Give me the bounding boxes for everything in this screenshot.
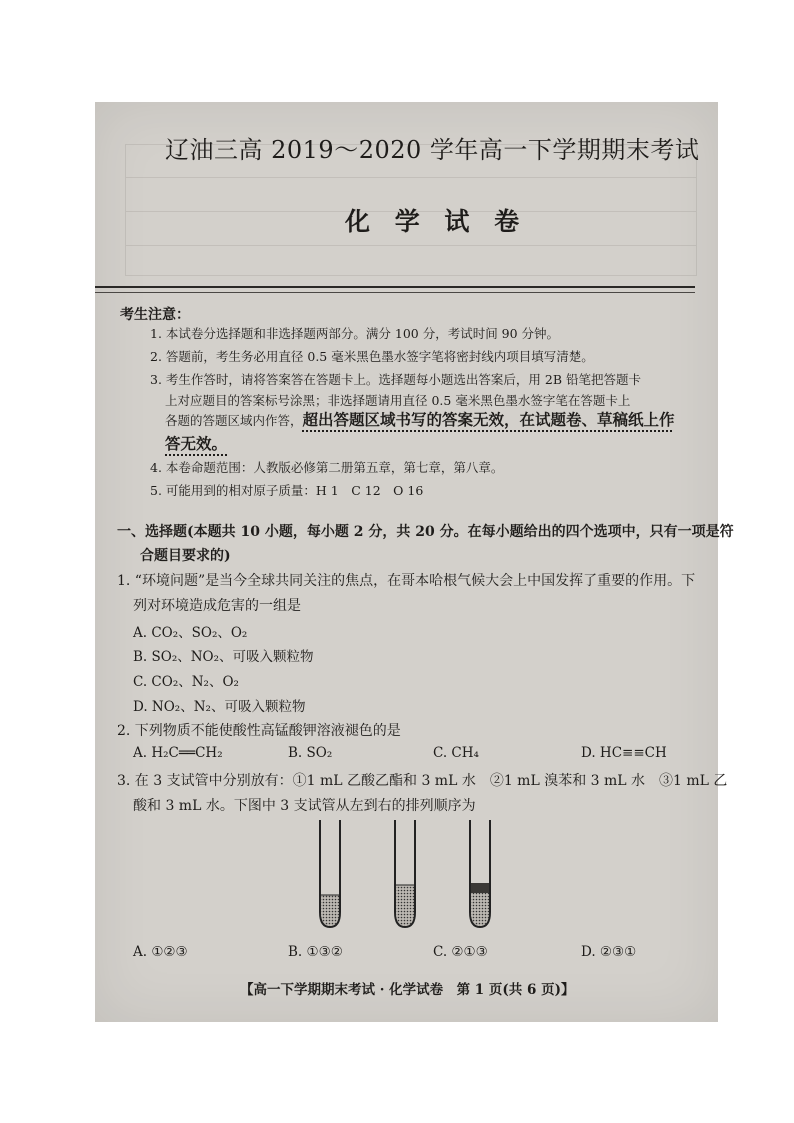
notice-item: 2. 答题前，考生务必用直径 0.5 毫米黑色墨水签字笔将密封线内项目填写清楚。 [150,349,594,364]
notice-item: 5. 可能用到的相对原子质量：H 1 C 12 O 16 [150,483,424,498]
q3-option-b: B. ①③② [288,944,343,960]
notice-emphasis-end: 答无效。 [165,434,228,453]
question-1-stem-cont: 列对环境造成危害的一组是 [133,598,301,614]
header-rule [95,286,695,288]
question-3-stem-cont: 酸和 3 mL 水。下图中 3 支试管从左到右的排列顺序为 [133,798,476,814]
page-footer: 【高一下学期期末考试 · 化学试卷 第 1 页(共 6 页)】 [240,982,575,998]
notice-heading: 考生注意： [120,307,190,323]
header-rule-thin [95,292,695,293]
q3-option-d: D. ②③① [581,944,637,960]
q1-option-d: D. NO₂、N₂、可吸入颗粒物 [133,699,306,715]
q2-option-d: D. HC≡≡CH [581,745,667,761]
question-3-stem: 3. 在 3 支试管中分别放有：①1 mL 乙酸乙酯和 3 mL 水 ②1 mL 溴苯和 3 mL 水 ③1 mL 乙 [117,773,728,789]
question-1-stem: 1. “环境问题”是当今全球共同关注的焦点，在哥本哈根气候大会上中国发挥了重要的作用。下 [117,573,696,589]
q1-option-b: B. SO₂、NO₂、可吸入颗粒物 [133,649,314,665]
q3-option-a: A. ①②③ [133,944,188,960]
test-tube-1 [320,820,340,927]
q2-option-b: B. SO₂ [288,745,333,761]
notice-item-line [165,408,675,430]
section-heading: 一、选择题(本题共 10 小题，每小题 2 分，共 20 分。在每小题给出的四个选项中，只有一项是符 [117,524,734,540]
exam-subtitle: 化 学 试 卷 [345,207,528,236]
test-tube-3 [470,820,490,927]
q1-option-c: C. CO₂、N₂、O₂ [133,674,239,690]
section-heading-cont: 合题目要求的) [140,548,231,564]
test-tubes-figure [310,817,510,937]
notice-item: 各题的答题区域内作答， [165,413,303,428]
exam-title: 辽油三高 2019～2020 学年高一下学期期末考试 [165,136,700,164]
notice-item: 4. 本卷命题范围：人教版必修第二册第五章，第七章，第八章。 [150,460,504,475]
q2-option-a: A. H₂C══CH₂ [133,745,223,761]
q3-option-c: C. ②①③ [433,944,488,960]
notice-emphasis: 超出答题区域书写的答案无效，在试题卷、草稿纸上作 [302,410,675,429]
q1-option-a: A. CO₂、SO₂、O₂ [133,625,248,641]
question-2-stem: 2. 下列物质不能使酸性高锰酸钾溶液褪色的是 [117,723,401,739]
notice-item: 上对应题目的答案标号涂黑；非选择题请用直径 0.5 毫米黑色墨水签字笔在答题卡上 [165,393,631,408]
notice-item: 3. 考生作答时，请将答案答在答题卡上。选择题每小题选出答案后，用 2B 铅笔把答题卡 [150,372,641,387]
exam-paper [95,102,734,1022]
q2-option-c: C. CH₄ [433,745,479,761]
notice-item: 1. 本试卷分选择题和非选择题两部分。满分 100 分，考试时间 90 分钟。 [150,326,560,341]
test-tube-2 [395,820,415,927]
